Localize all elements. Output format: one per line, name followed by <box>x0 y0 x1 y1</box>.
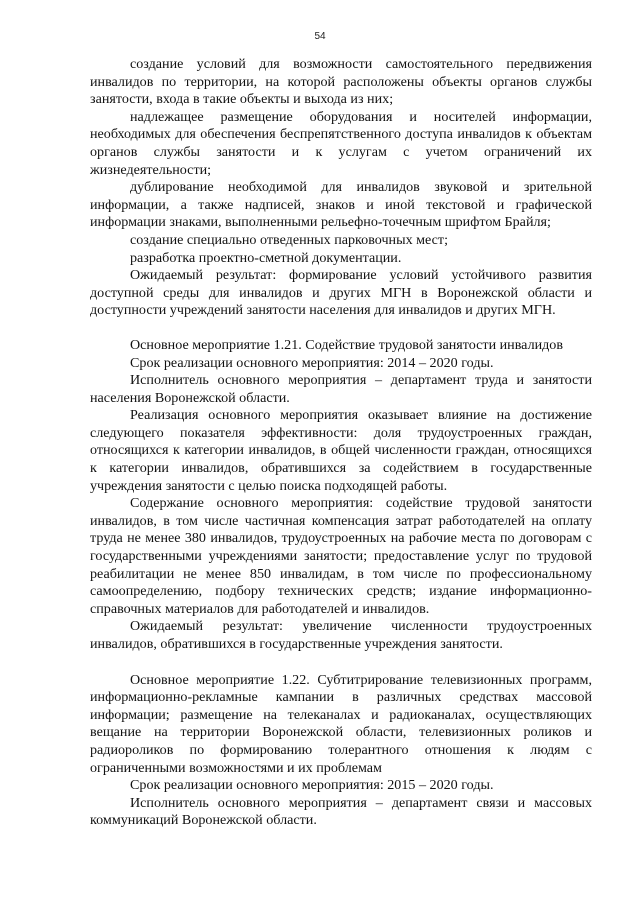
paragraph: Срок реализации основного мероприятия: 2015 – 2020 годы. <box>130 777 494 794</box>
paragraph: создание специально отведенных парковочных мест; <box>130 231 448 248</box>
paragraph: Реализация основного мероприятия оказывает влияние на достижение следующего показателя эффективности: доля трудоустроенных граждан, относящихся к категории инвалидов, в общей численности граждан, относящихся к категории инвалидов, обратившихся за содействием в государственные учреждения занятости с целью поиска подходящей работы. <box>90 407 592 494</box>
paragraph: Срок реализации основного мероприятия: 2014 – 2020 годы. <box>130 354 494 371</box>
paragraph: Ожидаемый результат: увеличение численности трудоустроенных инвалидов, обратившихся в государственные учреждения занятости. <box>90 618 592 652</box>
section-heading: Основное мероприятие 1.22. Субтитрирование телевизионных программ, информационно-рекламные кампании в различных средствах массовой информации; размещение на телеканалах и радиоканалах, осуществляющих вещание на территории Воронежской области, телевизионных роликов и радиороликов по формированию толерантного отношения к людям с ограниченными возможностями и их проблемам <box>90 671 592 776</box>
paragraph: создание условий для возможности самостоятельного передвижения инвалидов по территории, на которой расположены объекты органов службы занятости, входа в такие объекты и выхода из них; <box>90 56 592 108</box>
page-number: 54 <box>314 31 326 42</box>
paragraph: разработка проектно-сметной документации. <box>130 249 402 266</box>
paragraph: надлежащее размещение оборудования и носителей информации, необходимых для обеспечения беспрепятственного доступа инвалидов к объектам органов службы занятости и к услугам с учетом ограничений их жизнедеятельности; <box>90 108 592 178</box>
paragraph: Исполнитель основного мероприятия – департамент связи и массовых коммуникаций Воронежской области. <box>90 794 592 829</box>
paragraph: дублирование необходимой для инвалидов звуковой и зрительной информации, а также надписей, знаков и иной текстовой и графической информации знаками, выполненными рельефно-точечным шрифтом Брайля; <box>90 179 592 231</box>
paragraph: Содержание основного мероприятия: содействие трудовой занятости инвалидов, в том числе частичная компенсация затрат работодателей на оплату труда не менее 380 инвалидов, трудоустроенных на рабочие места по договорам с государственными учреждениями занятости; предоставление услуг по трудовой реабилитации не менее 850 инвалидам, в том числе по профессиональному самоопределению, подбору технических средств; издание информационно-справочных материалов для работодателей и инвалидов. <box>90 495 592 617</box>
document-body <box>90 56 592 830</box>
section-heading: Основное мероприятие 1.21. Содействие трудовой занятости инвалидов <box>130 336 564 353</box>
paragraph: Исполнитель основного мероприятия – департамент труда и занятости населения Воронежской области. <box>90 372 592 406</box>
paragraph: Ожидаемый результат: формирование условий устойчивого развития доступной среды для инвалидов и других МГН в Воронежской области и доступности учреждений занятости населения для инвалидов и других МГН. <box>90 267 592 319</box>
